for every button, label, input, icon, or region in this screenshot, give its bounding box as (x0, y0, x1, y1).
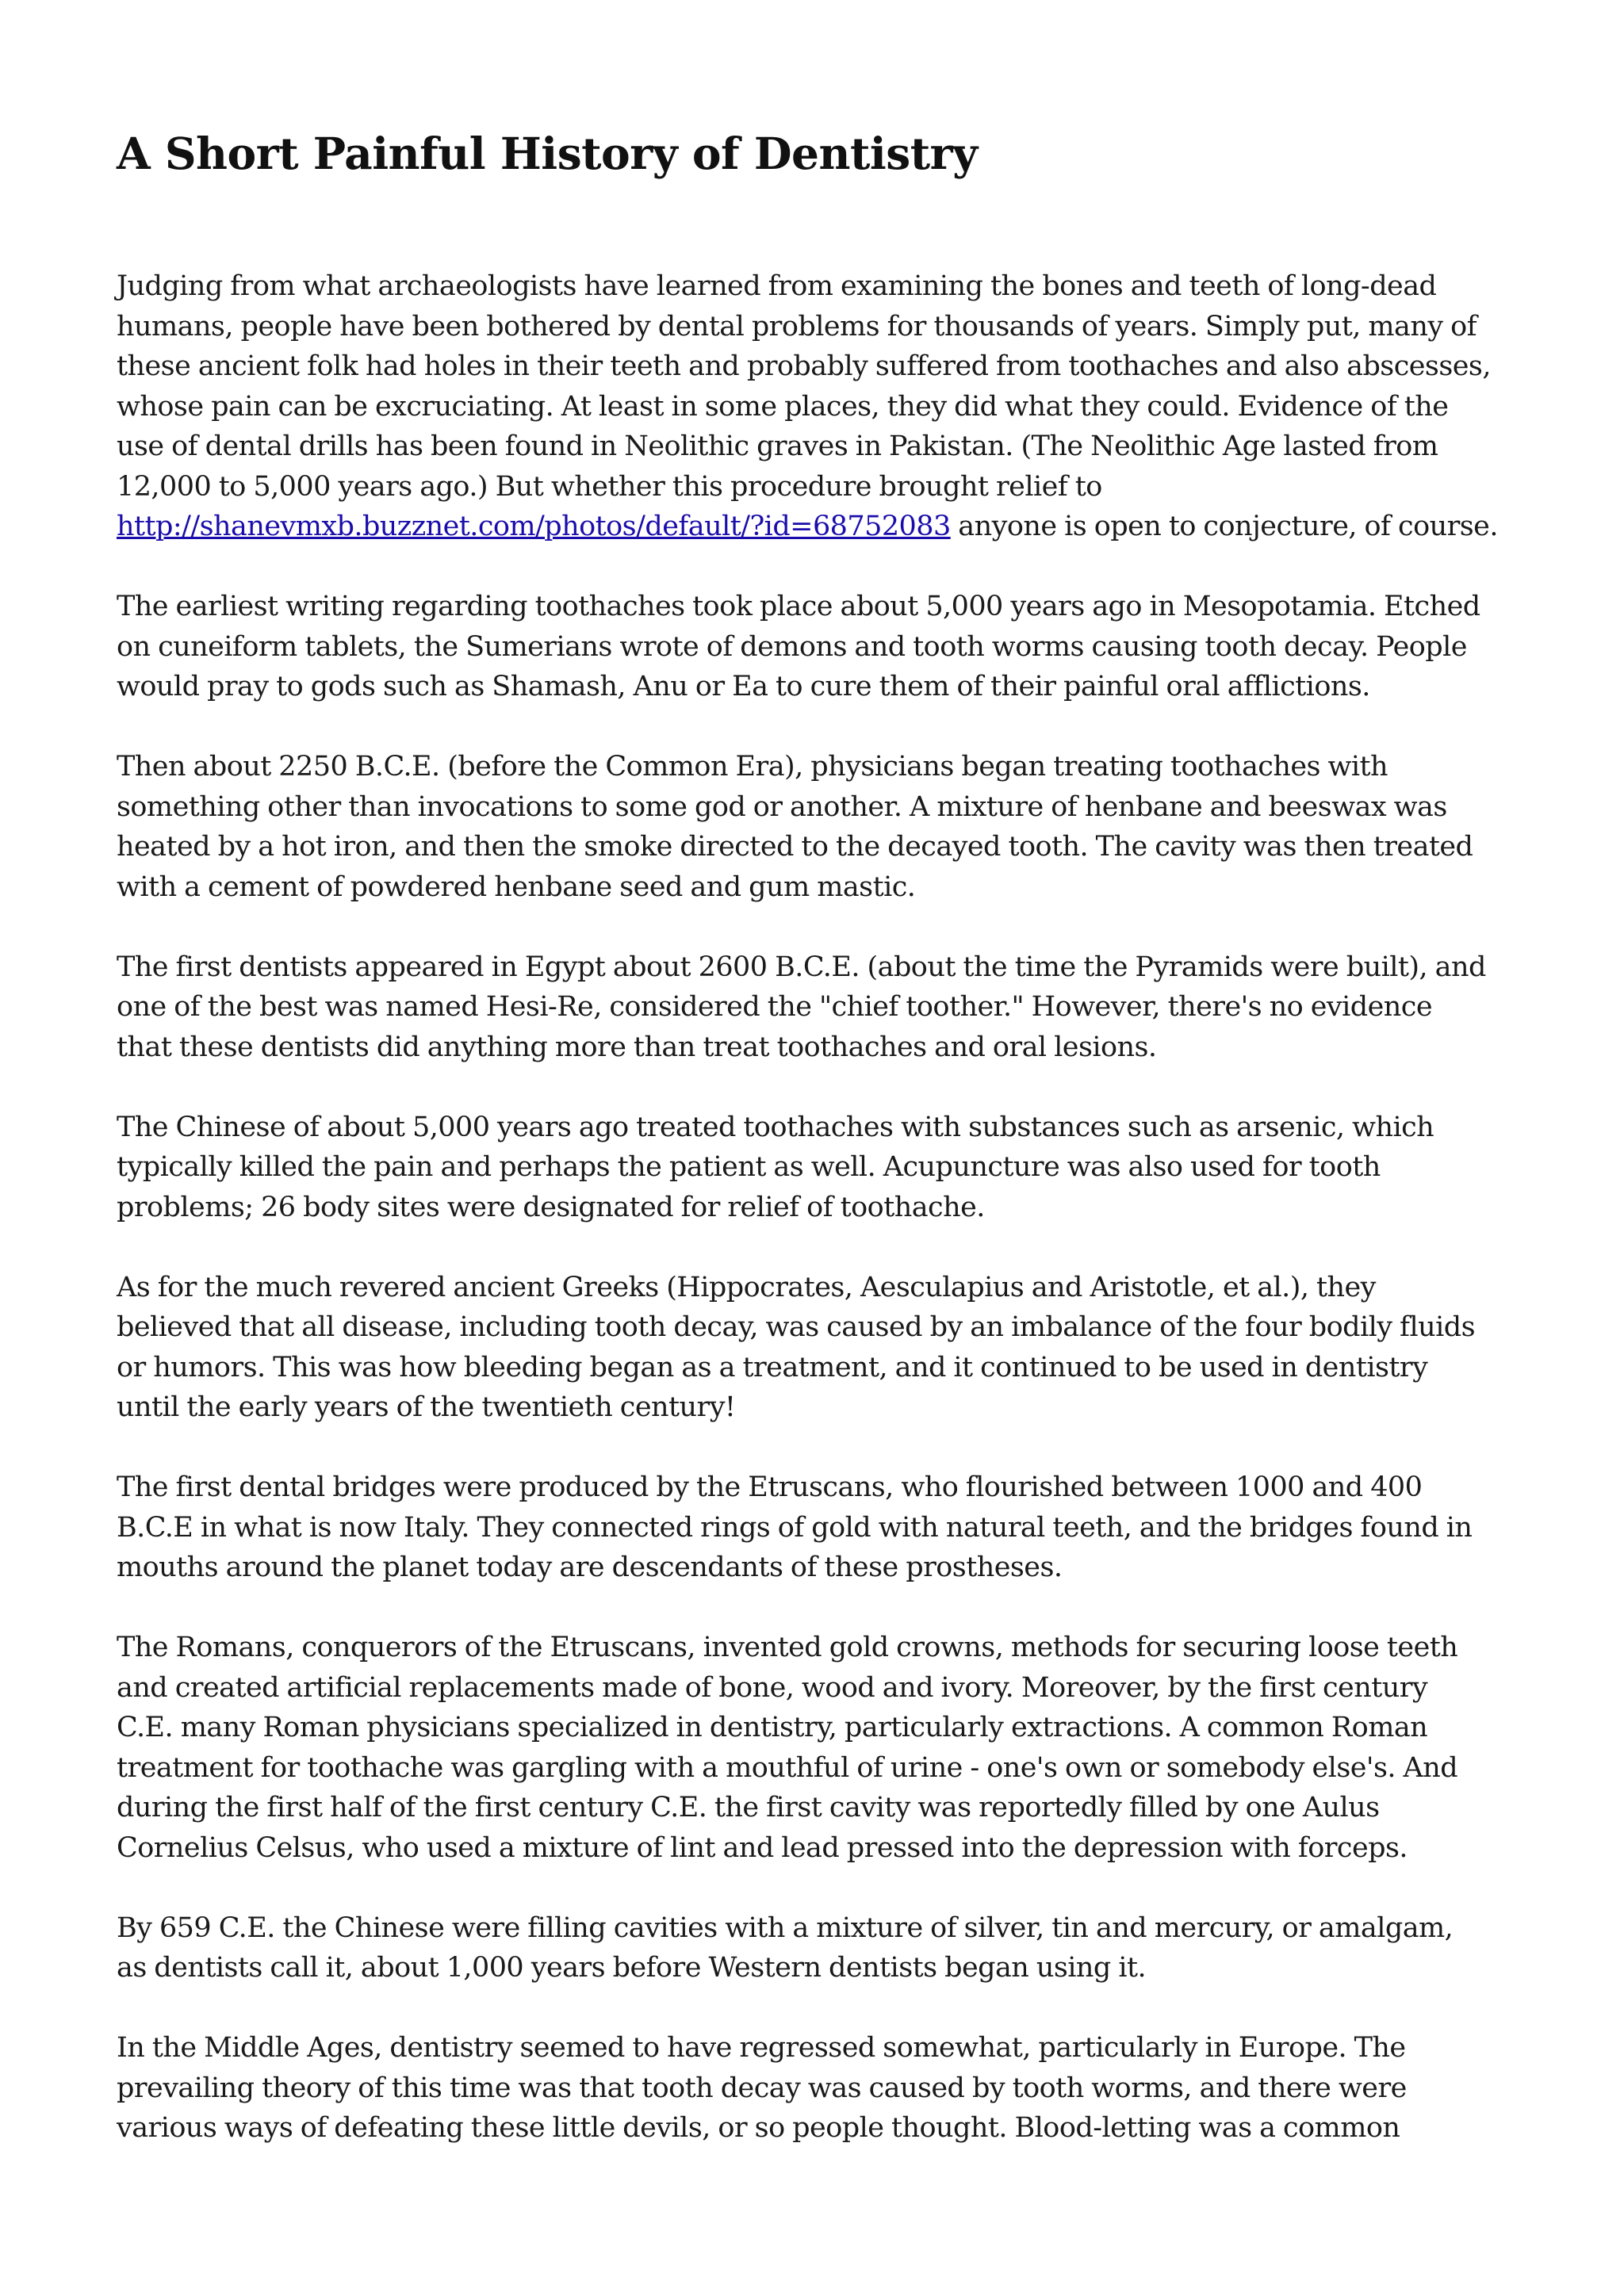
paragraph-line: and created artificial replacements made of bone, wood and ivory. Moreover, by the first century (117, 1671, 1428, 1704)
paragraph-line: treatment for toothache was gargling with a mouthful of urine - one's own or somebody else's. And (117, 1751, 1458, 1784)
paragraph-line: Cornelius Celsus, who used a mixture of lint and lead pressed into the depression with forceps. (117, 1831, 1408, 1864)
paragraph-3 (117, 747, 1520, 907)
paragraph-line: In the Middle Ages, dentistry seemed to have regressed somewhat, particularly in Europe. The (117, 2032, 1406, 2064)
paragraph-line: whose pain can be excruciating. At least in some places, they did what they could. Evidence of the (117, 390, 1449, 423)
paragraph-line: that these dentists did anything more than treat toothaches and oral lesions. (117, 1031, 1157, 1063)
paragraph-5 (117, 1108, 1520, 1228)
paragraph-line: Judging from what archaeologists have learned from examining the bones and teeth of long-dead (117, 270, 1437, 302)
paragraph-line: As for the much revered ancient Greeks (Hippocrates, Aesculapius and Aristotle, et al.), they (117, 1271, 1376, 1303)
paragraph-line: until the early years of the twentieth century! (117, 1391, 736, 1423)
paragraph-line: would pray to gods such as Shamash, Anu or Ea to cure them of their painful oral afflictions. (117, 671, 1370, 702)
paragraph-line: something other than invocations to some god or another. A mixture of henbane and beeswax was (117, 790, 1447, 823)
paragraph-2 (117, 587, 1520, 707)
paragraph-line: humans, people have been bothered by dental problems for thousands of years. Simply put, many of (117, 310, 1477, 342)
paragraph-line: The Romans, conquerors of the Etruscans, invented gold crowns, methods for securing loose teeth (117, 1632, 1458, 1663)
paragraph-line: Then about 2250 B.C.E. (before the Common Era), physicians began treating toothaches with (117, 751, 1388, 783)
article-body (117, 119, 1520, 2188)
paragraph-8 (117, 1628, 1520, 1868)
paragraph-line: The Chinese of about 5,000 years ago treated toothaches with substances such as arsenic, which (117, 1111, 1434, 1143)
paragraph-line: The first dental bridges were produced by the Etruscans, who flourished between 1000 and 400 (117, 1471, 1423, 1503)
paragraph-line-with-link (117, 507, 1520, 547)
paragraph-line: By 659 C.E. the Chinese were filling cavities with a mixture of silver, tin and mercury, or amalgam, (117, 1911, 1454, 1944)
paragraph-7 (117, 1468, 1520, 1588)
paragraph-9 (117, 1908, 1520, 1988)
paragraph-line-tail: anyone is open to conjecture, of course. (950, 511, 1498, 542)
paragraph-line: C.E. many Roman physicians specialized in dentistry, particularly extractions. A common Roman (117, 1712, 1428, 1743)
paragraph-line: or humors. This was how bleeding began as a treatment, and it continued to be used in dentistry (117, 1351, 1428, 1383)
paragraph-line: The first dentists appeared in Egypt about 2600 B.C.E. (about the time the Pyramids were built), and (117, 951, 1486, 983)
paragraph-6 (117, 1268, 1520, 1428)
paragraph-line: on cuneiform tablets, the Sumerians wrote of demons and tooth worms causing tooth decay. People (117, 630, 1467, 663)
paragraph-line: prevailing theory of this time was that tooth decay was caused by tooth worms, and there were (117, 2072, 1407, 2104)
paragraph-line: B.C.E in what is now Italy. They connected rings of gold with natural teeth, and the bridges found in (117, 1511, 1473, 1544)
paragraph-line: one of the best was named Hesi-Re, considered the "chief toother." However, there's no evidence (117, 991, 1433, 1023)
paragraph-line: during the first half of the first century C.E. the first cavity was reportedly filled by one Aulus (117, 1792, 1380, 1823)
paragraph-line: heated by a hot iron, and then the smoke directed to the decayed tooth. The cavity was then treated (117, 831, 1473, 863)
paragraph-1 (117, 266, 1520, 547)
page-title: A Short Painful History of Dentistry (117, 128, 978, 179)
paragraph-line: with a cement of powdered henbane seed and gum mastic. (117, 871, 916, 903)
paragraph-line: various ways of defeating these little devils, or so people thought. Blood-letting was a common (117, 2112, 1400, 2144)
paragraph-line: 12,000 to 5,000 years ago.) But whether this procedure brought relief to (117, 470, 1102, 503)
paragraph-4 (117, 947, 1520, 1068)
paragraph-line: these ancient folk had holes in their teeth and probably suffered from toothaches and also abscesses, (117, 350, 1491, 382)
paragraph-line: mouths around the planet today are descendants of these prostheses. (117, 1552, 1063, 1583)
paragraph-line: as dentists call it, about 1,000 years before Western dentists began using it. (117, 1952, 1147, 1984)
paragraph-line: use of dental drills has been found in Neolithic graves in Pakistan. (The Neolithic Age lasted from (117, 430, 1438, 462)
paragraph-line: believed that all disease, including tooth decay, was caused by an imbalance of the four bodily fluids (117, 1311, 1475, 1343)
paragraph-line: problems; 26 body sites were designated for relief of toothache. (117, 1191, 985, 1223)
photo-link[interactable]: http://shanevmxb.buzznet.com/photos/default/?id=68752083 (117, 511, 951, 542)
paragraph-10 (117, 2028, 1520, 2149)
paragraph-line: typically killed the pain and perhaps the patient as well. Acupuncture was also used for tooth (117, 1151, 1381, 1183)
paragraph-line: The earliest writing regarding toothaches took place about 5,000 years ago in Mesopotamia. Etched (117, 591, 1480, 622)
